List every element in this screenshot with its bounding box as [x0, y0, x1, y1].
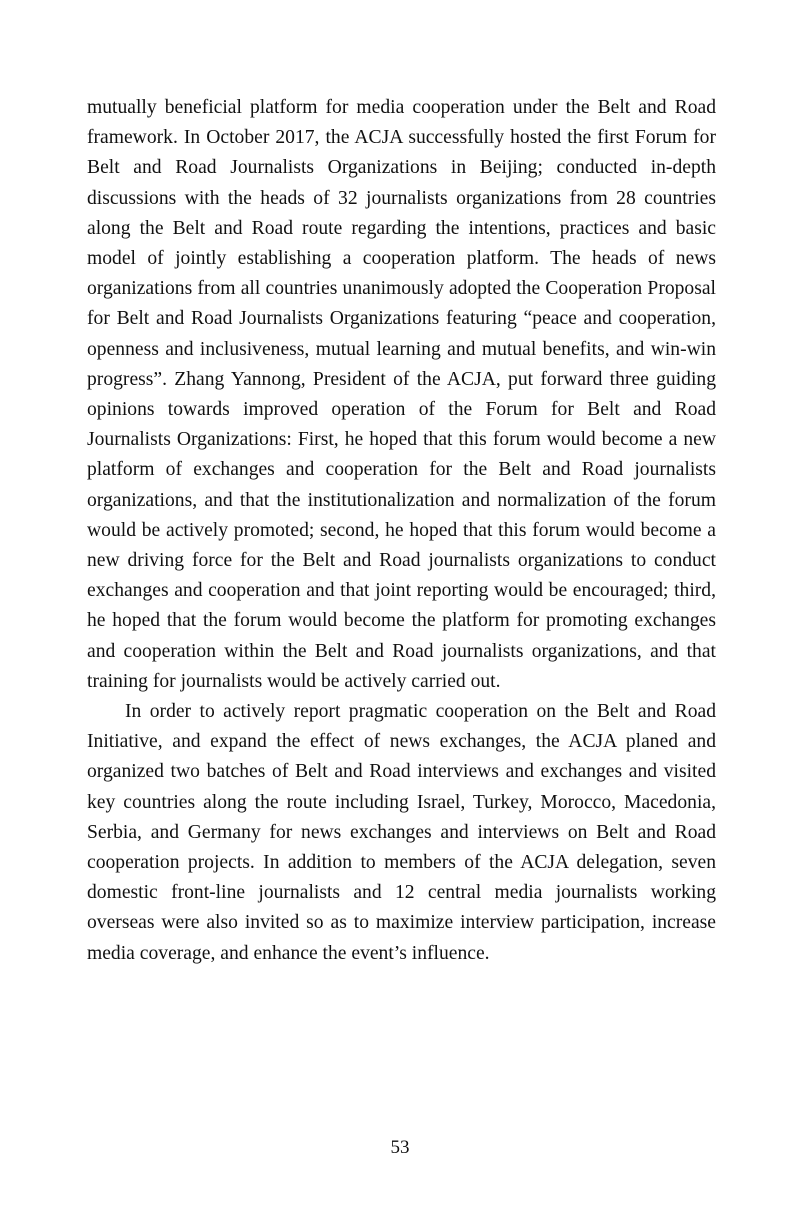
page-number: 53	[390, 1137, 410, 1158]
paragraph: In order to actively report pragmatic cooperation on the Belt and Road Initiative, and expand the effect of news exchanges, the ACJA planed and organized two batches of Belt and Road interviews and exchanges and visited key countries along the route including Israel, Turkey, Morocco, Macedonia, Serbia, and Germany for news exchanges and interviews on Belt and Road cooperation projects. In addition to members of the ACJA delegation, seven domestic front-line journalists and 12 central media journalists working overseas were also invited so as to maximize interview participation, increase media coverage, and enhance the event’s influence.	[87, 701, 716, 964]
body-text	[87, 93, 716, 969]
paragraph-continued: mutually beneficial platform for media cooperation under the Belt and Road framework. In October 2017, the ACJA successfully hosted the first Forum for Belt and Road Journalists Organizations in Beijing; conducted in-depth discussions with the heads of 32 journalists organizations from 28 countries along the Belt and Road route regarding the intentions, practices and basic model of jointly establishing a cooperation platform. The heads of news organizations from all countries unanimously adopted the Cooperation Proposal for Belt and Road Journalists Organizations featuring “peace and cooperation, openness and inclusiveness, mutual learning and mutual benefits, and win-win progress”. Zhang Yannong, President of the ACJA, put forward three guiding opinions towards improved operation of the Forum for Belt and Road Journalists Organizations: First, he hoped that this forum would become a new platform of exchanges and cooperation for the Belt and Road journalists organizations, and that the institutionalization and normalization of the forum would be actively promoted; second, he hoped that this forum would become a new driving force for the Belt and Road journalists organizations to conduct exchanges and cooperation and that joint reporting would be encouraged; third, he hoped that the forum would become the platform for promoting exchanges and cooperation within the Belt and Road journalists organizations, and that training for journalists would be actively carried out.	[87, 97, 716, 692]
